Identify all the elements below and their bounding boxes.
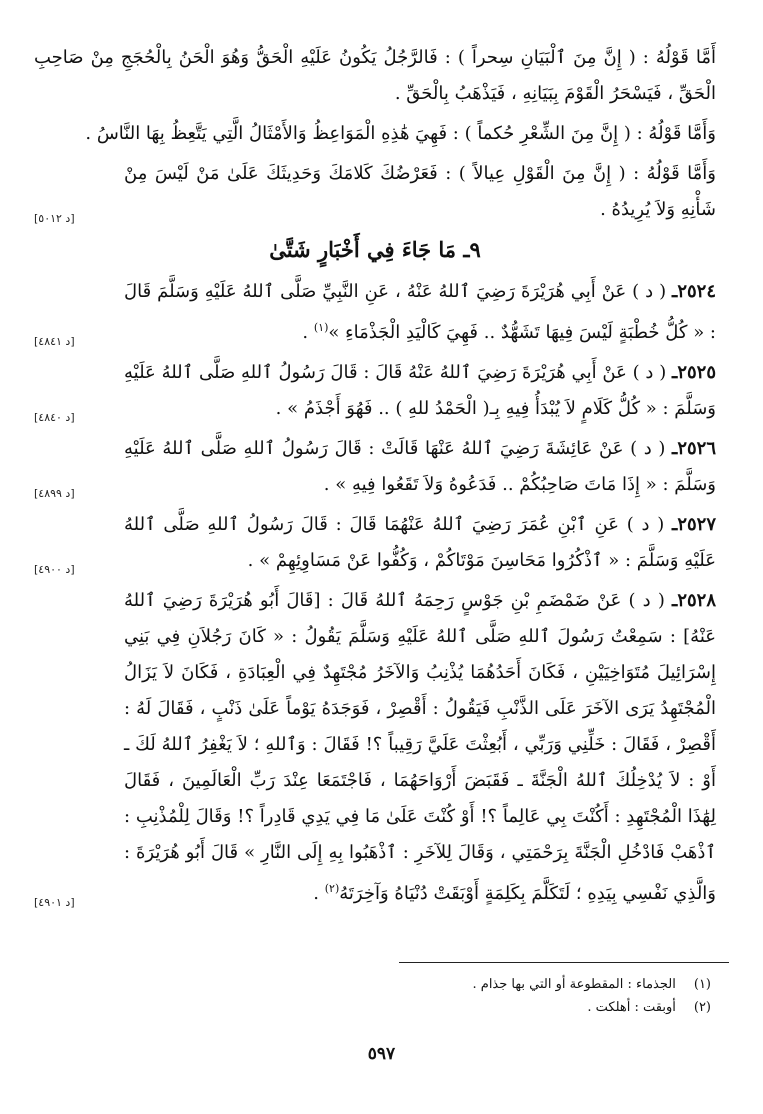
page-number: ٥٩٧ (367, 1044, 396, 1064)
hadith-number: ٢٥٢٤ـ (672, 281, 716, 302)
hadith-2524 (34, 274, 716, 351)
footnote-marker: (٢) (324, 882, 340, 895)
hadith-number: ٢٥٢٨ـ (672, 590, 716, 611)
section-heading: ٩ـ مَا جَاءَ فِي أَخْبَارٍ شَتَّىٰ (269, 237, 481, 262)
intro-paragraph-3 (34, 156, 716, 228)
hadith-2528 (34, 583, 716, 912)
hadith-2527 (34, 507, 716, 579)
hadith-number: ٢٥٢٧ـ (672, 514, 716, 535)
hadith-2526 (34, 431, 716, 503)
intro-text-2: وَأَمَّا قَوْلُهُ : ( إِنَّ مِنَ الشِّعْرِ حُكماً ) : فَهِيَ هَٰذِهِ الْمَوَاعِظُ وَالأَمْثَالُ الَّتِي يَتَّعِظُ بِهَا النَّاسُ . (85, 123, 716, 144)
footnote-number: (٢) (693, 1000, 711, 1015)
footnote-number: (١) (693, 977, 711, 992)
footnote-divider (399, 962, 729, 963)
hadith-reference: [د ٤٨٩٩] (34, 487, 75, 500)
intro-paragraph-2 (34, 116, 716, 152)
hadith-reference: [د ٥٠١٢] (34, 212, 75, 225)
footnote-1 (71, 974, 711, 996)
intro-text-3: وَأَمَّا قَوْلُهُ : ( إِنَّ مِنَ الْقَوْلِ عِيالاً ) : فَعَرْضُكَ كَلامَكَ وَحَدِيثَكَ عَلَىٰ مَنْ لَيْسَ مِنْ شَأْنِهِ وَلاَ يُرِيدُهُ . (124, 163, 716, 220)
hadith-number: ٢٥٢٥ـ (672, 362, 716, 383)
footnote-text: الجذماء : المقطوعة أو التي بها جذام . (472, 977, 676, 992)
page-body (34, 40, 716, 916)
intro-text-1: أَمَّا قَوْلُهُ : ( إِنَّ مِنَ ٱلْبَيَانِ سِحراً ) : فَالرَّجُلُ يَكُونُ عَلَيْهِ الْحَقُّ وَهُوَ الْحَنُ بِالْحُجَجِ مِنْ صَاحِبِ الْحَقِّ ، فَيَسْحَرُ الْقَوْمَ بِبَيَانِهِ ، فَيَذْهَبُ بِالْحَقِّ . (34, 47, 716, 104)
footnote-text: أوبقت : أهلكت . (587, 1000, 676, 1015)
hadith-number: ٢٥٢٦ـ (672, 438, 716, 459)
hadith-2525 (34, 355, 716, 427)
hadith-text: ( د ) عَنْ أَبِي هُرَيْرَةَ رَضِيَ ٱللهُ عَنْهُ قَالَ : قَالَ رَسُولُ ٱللهِ صَلَّى ٱللهُ عَلَيْهِ وَسَلَّمَ : « كُلُّ كَلَامٍ لاَ يُبْدَأُ فِيهِ بِـ( الْحَمْدُ للهِ ) .. فَهُوَ أَجْذَمُ » . (124, 362, 716, 419)
hadith-reference: [د ٤٨٤٠] (34, 411, 75, 424)
hadith-text: ( د ) عَنْ أَبِي هُرَيْرَةَ رَضِيَ ٱللهُ عَنْهُ ، عَنِ النَّبِيِّ صَلَّى ٱللهُ عَلَيْهِ وَسَلَّمَ قَالَ : « كُلُّ خُطْبَةٍ لَيْسَ فِيهَا تَشَهُّدٌ .. فَهِيَ كَالْيَدِ الْجَذْمَاءِ » (124, 281, 716, 343)
intro-paragraph-1 (34, 40, 716, 112)
hadith-text: ( د ) عَنْ ضَمْضَمِ بْنِ جَوْسٍ رَحِمَهُ ٱللهُ قَالَ : [قَالَ أَبُو هُرَيْرَةَ رَضِيَ ٱللهُ عَنْهُ] : سَمِعْتُ رَسُولَ ٱللهِ صَلَّى ٱللهُ عَلَيْهِ وَسَلَّمَ يَقُولُ : « كَانَ رَجُلاَنِ فِي بَنِي إِسْرَائِيلَ مُتَوَاخِيَيْنِ ، فَكَانَ أَحَدُهُمَا يُذْنِبُ وَالآخَرُ مُجْتَهِدٌ فِي الْعِبَادَةِ ، فَكَانَ لاَ يَزَالُ الْمُجْتَهِدُ يَرَى الآخَرَ عَلَى الذَّنْبِ فَيَقُولُ : أَقْصِرْ ، فَوَجَدَهُ يَوْماً عَلَىٰ ذَنْبٍ ، فَقَالَ لَهُ : أَقْصِرْ ، فَقَالَ : خَلِّنِي وَرَبِّي ، أَبُعِثْتَ عَلَيَّ رَقِيباً ؟! فَقَالَ : وَٱللهِ ؛ لاَ يَغْفِرُ ٱللهُ لَكَ ـ أَوْ : لاَ يُدْخِلُكَ ٱللهُ الْجَنَّةَ ـ فَقَبَضَ أَرْوَاحَهُمَا ، فَاجْتَمَعَا عِنْدَ رَبِّ الْعَالَمِينَ ، فَقَالَ لِهَٰذَا الْمُجْتَهِدِ : أَكُنْتَ بِي عَالِماً ؟! أَوْ كُنْتَ عَلَىٰ مَا فِي يَدِي قَادِراً ؟! وَقَالَ لِلْمُذْنِبِ : ٱذْهَبْ فَادْخُلِ الْجَنَّةَ بِرَحْمَتِي ، وَقَالَ لِلآخَرِ : ٱذْهَبُوا بِهِ إِلَى النَّارِ » قَالَ أَبُو هُرَيْرَةَ : وَالَّذِي نَفْسِي بِيَدِهِ ؛ لَتَكَلَّمَ بِكَلِمَةٍ أَوْبَقَتْ دُنْيَاهُ وَآخِرَتَهُ (124, 590, 716, 904)
hadith-reference: [د ٤٩٠١] (34, 896, 75, 909)
hadith-tail: . (313, 883, 325, 904)
hadith-text: ( د ) عَنْ عَائِشَةَ رَضِيَ ٱللهُ عَنْهَا قَالَتْ : قَالَ رَسُولُ ٱللهِ صَلَّى ٱللهُ عَلَيْهِ وَسَلَّمَ : « إِذَا مَاتَ صَاحِبُكُمْ .. فَدَعُوهُ وَلاَ تَقَعُوا فِيهِ » . (124, 438, 716, 495)
footnote-marker: (١) (313, 321, 329, 334)
hadith-reference: [د ٤٩٠٠] (34, 563, 75, 576)
hadith-reference: [د ٤٨٤١] (34, 335, 75, 348)
hadith-text: ( د ) عَنِ ٱبْنِ عُمَرَ رَضِيَ ٱللهُ عَنْهُمَا قَالَ : قَالَ رَسُولُ ٱللهِ صَلَّى ٱللهُ عَلَيْهِ وَسَلَّمَ : « ٱذْكُرُوا مَحَاسِنَ مَوْتَاكُمْ ، وَكُفُّوا عَنْ مَسَاوِئِهِمْ » . (124, 514, 716, 571)
footnote-2 (71, 997, 711, 1019)
hadith-tail: . (302, 322, 314, 343)
